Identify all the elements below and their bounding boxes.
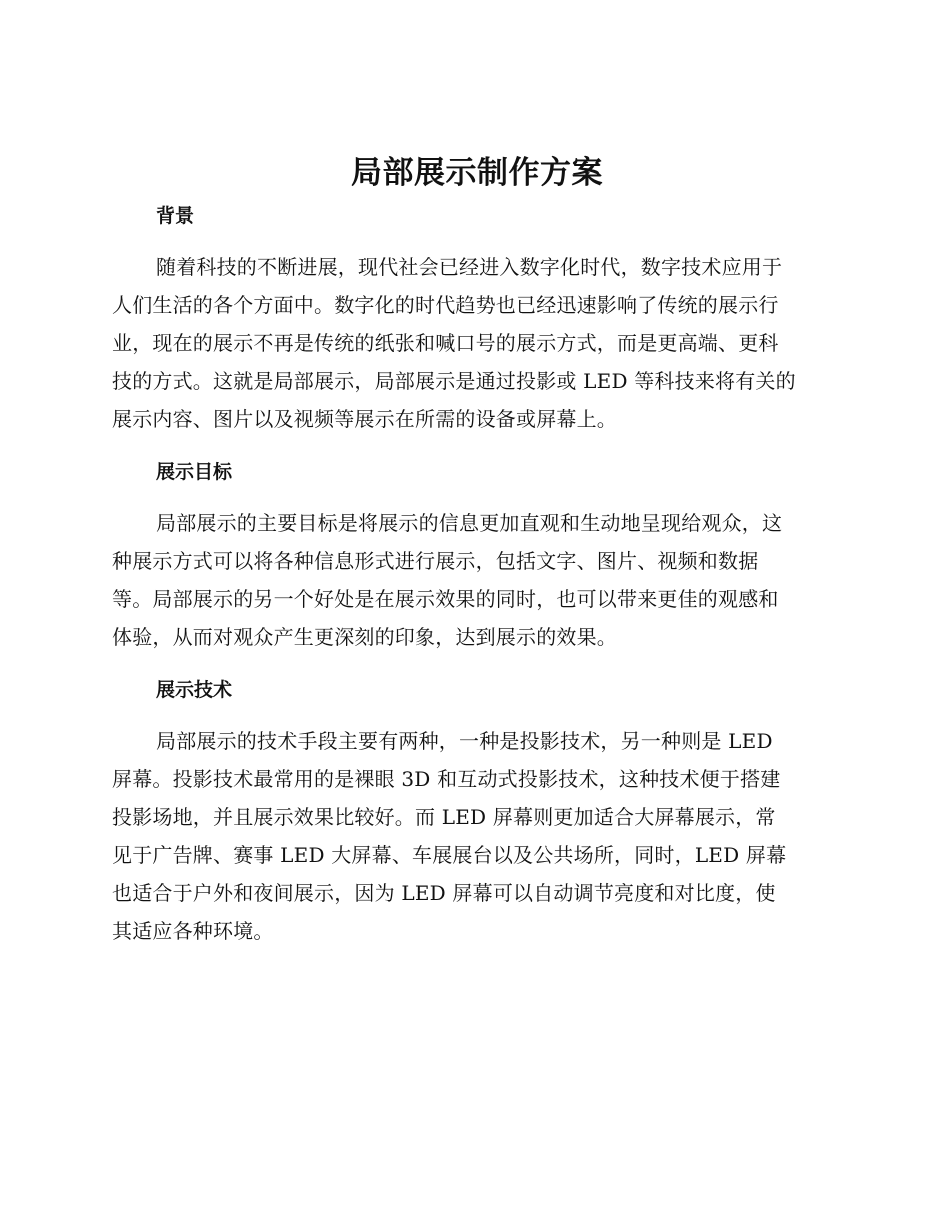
section-heading: 背景 bbox=[156, 205, 195, 227]
section-heading: 展示目标 bbox=[156, 461, 233, 483]
paragraph-line: 种展示方式可以将各种信息形式进行展示，包括文字、图片、视频和数据 bbox=[112, 549, 759, 573]
section-heading: 展示技术 bbox=[156, 679, 233, 701]
paragraph-line: 见于广告牌、赛事 LED 大屏幕、车展展台以及公共场所，同时，LED 屏幕 bbox=[112, 843, 787, 867]
paragraph-line: 体验，从而对观众产生更深刻的印象，达到展示的效果。 bbox=[112, 625, 617, 649]
paragraph-line: 等。局部展示的另一个好处是在展示效果的同时，也可以带来更佳的观感和 bbox=[112, 587, 779, 611]
paragraph-line: 业，现在的展示不再是传统的纸张和喊口号的展示方式，而是更高端、更科 bbox=[112, 331, 779, 355]
document-title: 局部展示制作方案 bbox=[351, 155, 603, 191]
section-background bbox=[112, 202, 842, 438]
paragraph-line: 局部展示的主要目标是将展示的信息更加直观和生动地呈现给观众，这 bbox=[156, 511, 783, 535]
paragraph-line: 也适合于户外和夜间展示，因为 LED 屏幕可以自动调节亮度和对比度，使 bbox=[112, 881, 776, 905]
section-paragraph bbox=[112, 248, 842, 438]
paragraph-line: 人们生活的各个方面中。数字化的时代趋势也已经迅速影响了传统的展示行 bbox=[112, 293, 779, 317]
paragraph-line: 投影场地，并且展示效果比较好。而 LED 屏幕则更加适合大屏幕展示，常 bbox=[112, 805, 776, 829]
paragraph-line: 技的方式。这就是局部展示，局部展示是通过投影或 LED 等科技来将有关的 bbox=[112, 369, 796, 393]
section-display-goals bbox=[112, 458, 842, 656]
document-page bbox=[112, 150, 842, 970]
paragraph-line: 随着科技的不断进展，现代社会已经进入数字化时代，数字技术应用于 bbox=[156, 255, 783, 279]
paragraph-line: 展示内容、图片以及视频等展示在所需的设备或屏幕上。 bbox=[112, 407, 617, 431]
section-paragraph bbox=[112, 504, 842, 656]
paragraph-line: 其适应各种环境。 bbox=[112, 919, 274, 943]
paragraph-line: 屏幕。投影技术最常用的是裸眼 3D 和互动式投影技术，这种技术便于搭建 bbox=[112, 767, 781, 791]
section-paragraph bbox=[112, 722, 842, 950]
paragraph-line: 局部展示的技术手段主要有两种，一种是投影技术，另一种则是 LED bbox=[156, 729, 773, 753]
section-display-technology bbox=[112, 676, 842, 950]
